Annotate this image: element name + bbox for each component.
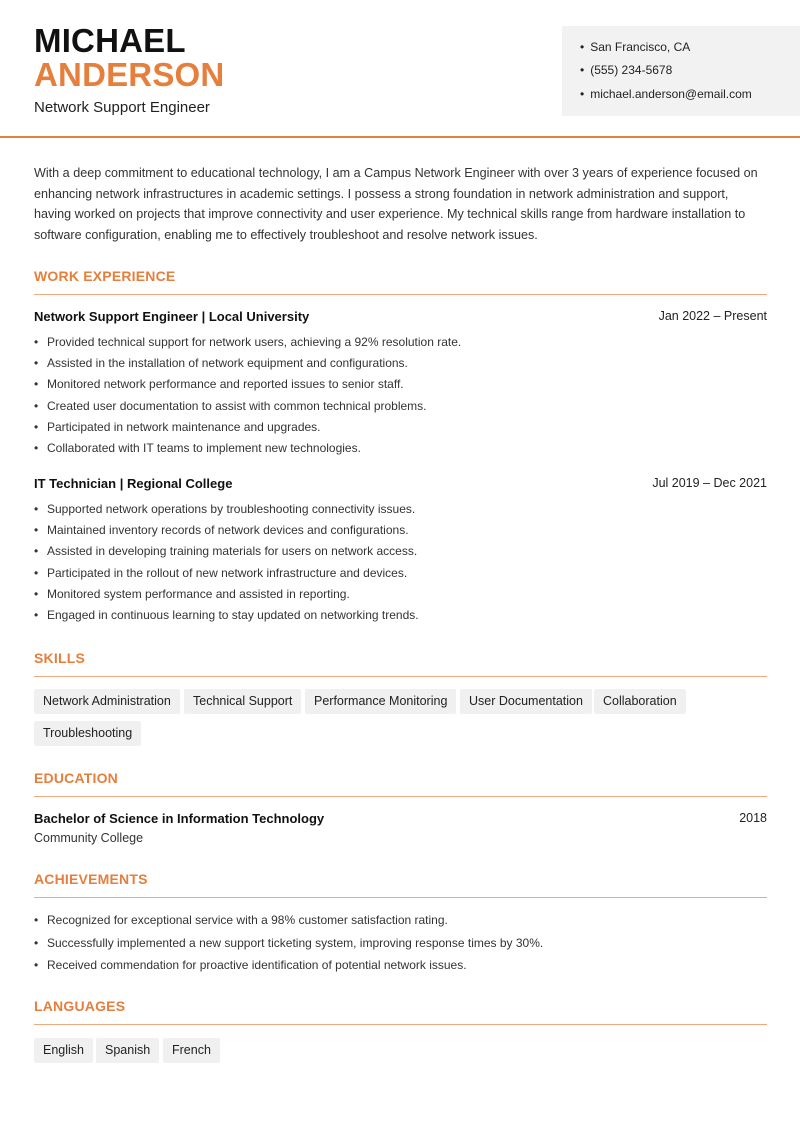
- list-item: • Supported network operations by troubleshooting connectivity issues.: [34, 499, 767, 520]
- job-header: [34, 309, 767, 324]
- job-header: [34, 476, 767, 491]
- list-item: • Monitored network performance and reported issues to senior staff.: [34, 374, 767, 395]
- last-name: ANDERSON: [34, 56, 225, 93]
- section-title-skills: SKILLS: [34, 650, 85, 666]
- contact-location: • San Francisco, CA: [580, 40, 690, 54]
- section-title-languages: LANGUAGES: [34, 998, 126, 1014]
- contact-email: • michael.anderson@email.com: [580, 87, 752, 101]
- list-item: • Assisted in developing training materials for users on network access.: [34, 541, 767, 562]
- skill-chip: Troubleshooting: [34, 721, 141, 746]
- professional-summary: With a deep commitment to educational technology, I am a Campus Network Engineer with over 3 years of experience focused on enhancing network infrastructures in academic settings. I possess a strong foundation in network administration and support, having worked on projects that improve connectivity and user experience. My technical skills range from hardware installation to software configuration, enabling me to effectively troubleshoot and resolve network issues.: [34, 166, 758, 243]
- skill-chip: Performance Monitoring: [305, 689, 456, 714]
- list-item: • Monitored system performance and assisted in reporting.: [34, 584, 767, 605]
- list-item: • Collaborated with IT teams to implement new technologies.: [34, 438, 767, 459]
- job-dates: Jan 2022 – Present: [658, 309, 767, 323]
- section-divider: [34, 796, 767, 797]
- job-role: IT Technician | Regional College: [34, 476, 233, 491]
- section-divider: [34, 676, 767, 677]
- skill-chip: Technical Support: [184, 689, 301, 714]
- list-item: • Assisted in the installation of network equipment and configurations.: [34, 353, 767, 374]
- section-divider: [34, 294, 767, 295]
- list-item: • Received commendation for proactive identification of potential network issues.: [34, 954, 767, 977]
- section-title-education: EDUCATION: [34, 770, 118, 786]
- job-role: Network Support Engineer | Local University: [34, 309, 310, 324]
- job-bullets: [34, 332, 767, 459]
- contact-phone: • (555) 234-5678: [580, 63, 672, 77]
- skill-chip: Network Administration: [34, 689, 180, 714]
- education-school: Community College: [34, 831, 144, 845]
- language-chip: English: [34, 1038, 93, 1063]
- section-title-achievements: ACHIEVEMENTS: [34, 871, 148, 887]
- list-item: • Successfully implemented a new support ticketing system, improving response times by 30%.: [34, 932, 767, 955]
- skill-chip: User Documentation: [460, 689, 592, 714]
- section-divider: [34, 897, 767, 898]
- resume-header: [0, 0, 800, 138]
- education-year: 2018: [739, 811, 767, 825]
- language-chip: Spanish: [96, 1038, 159, 1063]
- contact-box: [562, 26, 800, 116]
- education-degree: Bachelor of Science in Information Technology: [34, 811, 325, 826]
- first-name: MICHAEL: [34, 22, 186, 59]
- list-item: • Recognized for exceptional service with a 98% customer satisfaction rating.: [34, 909, 767, 932]
- list-item: • Created user documentation to assist with common technical problems.: [34, 396, 767, 417]
- achievements-list: [34, 909, 767, 977]
- list-item: • Maintained inventory records of network devices and configurations.: [34, 520, 767, 541]
- list-item: • Participated in network maintenance and upgrades.: [34, 417, 767, 438]
- job-bullets: [34, 499, 767, 626]
- list-item: • Engaged in continuous learning to stay updated on networking trends.: [34, 605, 767, 626]
- section-divider: [34, 1024, 767, 1025]
- skill-chip: Collaboration: [594, 689, 686, 714]
- section-title-work: WORK EXPERIENCE: [34, 268, 176, 284]
- job-title: Network Support Engineer: [34, 99, 210, 116]
- language-chip: French: [163, 1038, 220, 1063]
- list-item: • Participated in the rollout of new network infrastructure and devices.: [34, 563, 767, 584]
- list-item: • Provided technical support for network users, achieving a 92% resolution rate.: [34, 332, 767, 353]
- job-dates: Jul 2019 – Dec 2021: [652, 476, 767, 490]
